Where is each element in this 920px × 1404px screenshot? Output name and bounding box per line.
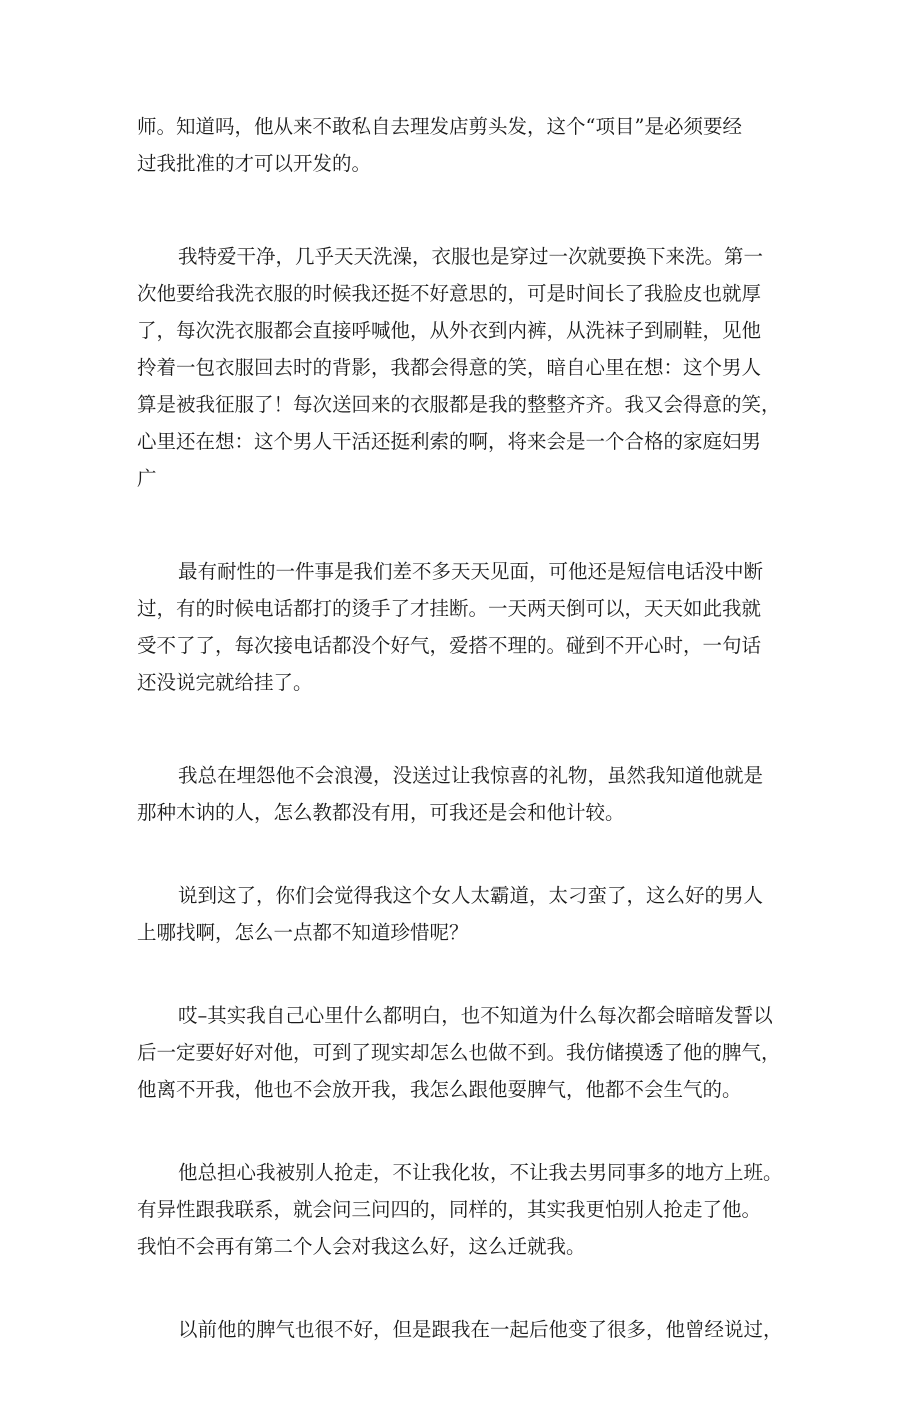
text-line: 还没说完就给挂了。 xyxy=(137,671,313,694)
text-line: 次他要给我洗衣服的时候我还挺不好意思的，可是时间长了我脸皮也就厚 xyxy=(137,282,762,305)
text-line: 上哪找啊，怎么一点都不知道珍惜呢？ xyxy=(137,921,469,944)
paragraph-8 xyxy=(137,1311,799,1348)
text-line: 我怕不会再有第二个人会对我这么好，这么迁就我。 xyxy=(137,1235,586,1258)
document-body xyxy=(137,108,799,1404)
paragraph-1 xyxy=(137,108,799,182)
paragraph-2 xyxy=(137,238,799,497)
text-line: 广 xyxy=(137,467,157,490)
text-line: 我总在埋怨他不会浪漫，没送过让我惊喜的礼物，虽然我知道他就是 xyxy=(178,764,764,787)
text-line: 哎–其实我自己心里什么都明白，也不知道为什么每次都会暗暗发誓以 xyxy=(178,1004,773,1027)
text-line: 受不了了，每次接电话都没个好气，爱搭不理的。碰到不开心时，一句话 xyxy=(137,634,762,657)
paragraph-5 xyxy=(137,877,799,951)
text-line: 师。知道吗，他从来不敢私自去理发店剪头发，这个“项目”是必须要经 xyxy=(137,115,742,138)
text-line: 心里还在想：这个男人干活还挺利索的啊，将来会是一个合格的家庭妇男 xyxy=(137,430,762,453)
text-line: 过我批准的才可以开发的。 xyxy=(137,152,372,175)
text-line: 我特爱干净，几乎天天洗澡，衣服也是穿过一次就要换下来洗。第一 xyxy=(178,245,764,268)
text-line: 过，有的时候电话都打的烫手了才挂断。一天两天倒可以，天天如此我就 xyxy=(137,597,762,620)
paragraph-6 xyxy=(137,997,799,1108)
text-line: 算是被我征服了！每次送回来的衣服都是我的整整齐齐。我又会得意的笑， xyxy=(137,393,781,416)
paragraph-7 xyxy=(137,1154,799,1265)
text-line: 有异性跟我联系，就会问三问四的，同样的，其实我更怕别人抢走了他。 xyxy=(137,1198,762,1221)
text-line: 最有耐性的一件事是我们差不多天天见面，可他还是短信电话没中断 xyxy=(178,560,764,583)
text-line: 后一定要好好对他，可到了现实却怎么也做不到。我仿储摸透了他的脾气， xyxy=(137,1041,781,1064)
text-line: 拎着一包衣服回去时的背影，我都会得意的笑，暗自心里在想：这个男人 xyxy=(137,356,762,379)
paragraph-4 xyxy=(137,757,799,831)
text-line: 他离不开我，他也不会放开我，我怎么跟他耍脾气，他都不会生气的。 xyxy=(137,1078,742,1101)
text-line: 他总担心我被别人抢走，不让我化妆，不让我去男同事多的地方上班。 xyxy=(178,1161,783,1184)
text-line: 那种木讷的人，怎么教都没有用，可我还是会和他计较。 xyxy=(137,801,625,824)
text-line: 说到这了，你们会觉得我这个女人太霸道，太刁蛮了，这么好的男人 xyxy=(178,884,764,907)
paragraph-3 xyxy=(137,553,799,701)
text-line: 以前他的脾气也很不好，但是跟我在一起后他变了很多，他曾经说过， xyxy=(178,1318,783,1341)
text-line: 了，每次洗衣服都会直接呼喊他，从外衣到内裤，从洗袜子到刷鞋，见他 xyxy=(137,319,762,342)
